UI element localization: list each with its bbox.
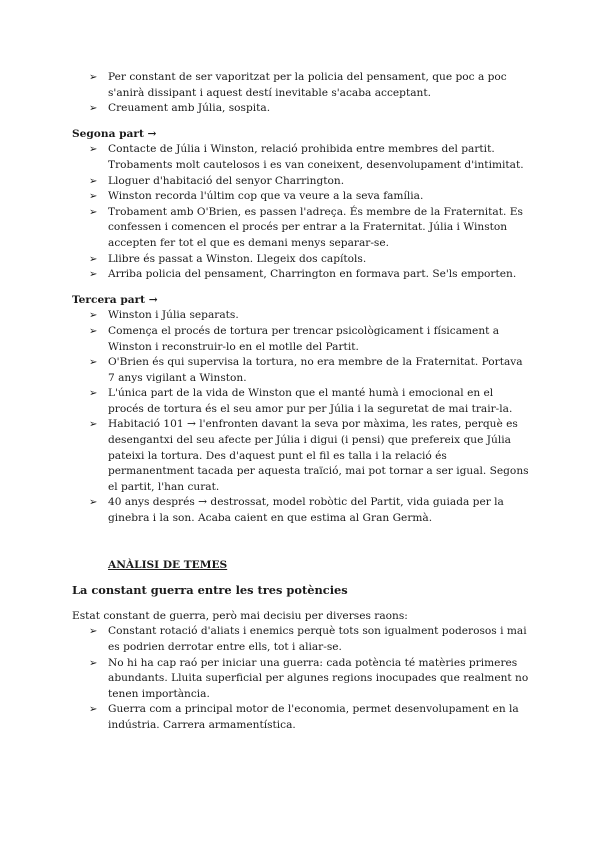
list-item: ➢ Contacte de Júlia i Winston, relació prohibida entre membres del partit. Trobaments molt cautelosos i es van coneixent, desenvolupament d'intimitat. [72,142,532,173]
document-page [72,70,532,734]
list-item: ➢ 40 anys després → destrossat, model robòtic del Partit, vida guiada per la ginebra i la son. Acaba caient en que estima al Gran Germà. [72,495,532,526]
part2-heading: Segona part → [72,127,157,140]
list-item: ➢ Arriba policia del pensament, Charrington en formava part. Se'ls emporten. [72,267,532,283]
list-item: ➢ Llibre és passat a Winston. Llegeix dos capítols. [72,252,532,268]
part3-list [72,308,532,526]
list-item: ➢ Constant rotació d'aliats i enemics perquè tots son igualment poderosos i mai es podrien derrotar entre ells, tot i aliar-se. [72,624,532,655]
list-item: ➢ Habitació 101 → l'enfronten davant la seva por màxima, les rates, perquè es desengantxi del seu afecte per Júlia i digui (i pensi) que prefereix que Júlia pateixi la tortura. Des d'aquest punt el fil es talla i la relació és permanentment tacada per aquesta traïció, mai pot tornar a ser igual. Segons el partit, l'han curat. [72,417,532,495]
analysis-title: ANÀLISI DE TEMES [108,558,228,571]
part3-heading: Tercera part → [72,293,158,306]
part2-list [72,142,532,282]
section-intro: Estat constant de guerra, però mai decisiu per diverses raons: [72,609,408,622]
list-item: ➢ Creuament amb Júlia, sospita. [72,101,532,117]
list-item: ➢ Per constant de ser vaporitzat per la policia del pensament, que poc a poc s'anirà dissipant i aquest destí inevitable s'acaba acceptant. [72,70,532,101]
list-item: ➢ Winston i Júlia separats. [72,308,532,324]
list-item: ➢ O'Brien és qui supervisa la tortura, no era membre de la Fraternitat. Portava 7 anys vigilant a Winston. [72,355,532,386]
list-item: ➢ L'única part de la vida de Winston que el manté humà i emocional en el procés de tortura és el seu amor pur per Júlia i la seguretat de mai trair-la. [72,386,532,417]
analysis-list [72,624,532,733]
list-item: ➢ Comença el procés de tortura per trencar psicològicament i físicament a Winston i reconstruir-lo en el motlle del Partit. [72,324,532,355]
intro-list [72,70,532,117]
list-item: ➢ No hi ha cap raó per iniciar una guerra: cada potència té matèries primeres abundants. Lluita superficial per algunes regions inocupades que realment no tenen importància. [72,656,532,703]
section-title: La constant guerra entre les tres potències [72,583,348,598]
list-item: ➢ Winston recorda l'últim cop que va veure a la seva família. [72,189,532,205]
list-item: ➢ Lloguer d'habitació del senyor Charrington. [72,174,532,190]
list-item: ➢ Trobament amb O'Brien, es passen l'adreça. És membre de la Fraternitat. Es confessen i comencen el procés per entrar a la Fraternitat. Júlia i Winston accepten fer tot el que es demani menys separar-se. [72,205,532,252]
list-item: ➢ Guerra com a principal motor de l'economia, permet desenvolupament en la indústria. Carrera armamentística. [72,702,532,733]
